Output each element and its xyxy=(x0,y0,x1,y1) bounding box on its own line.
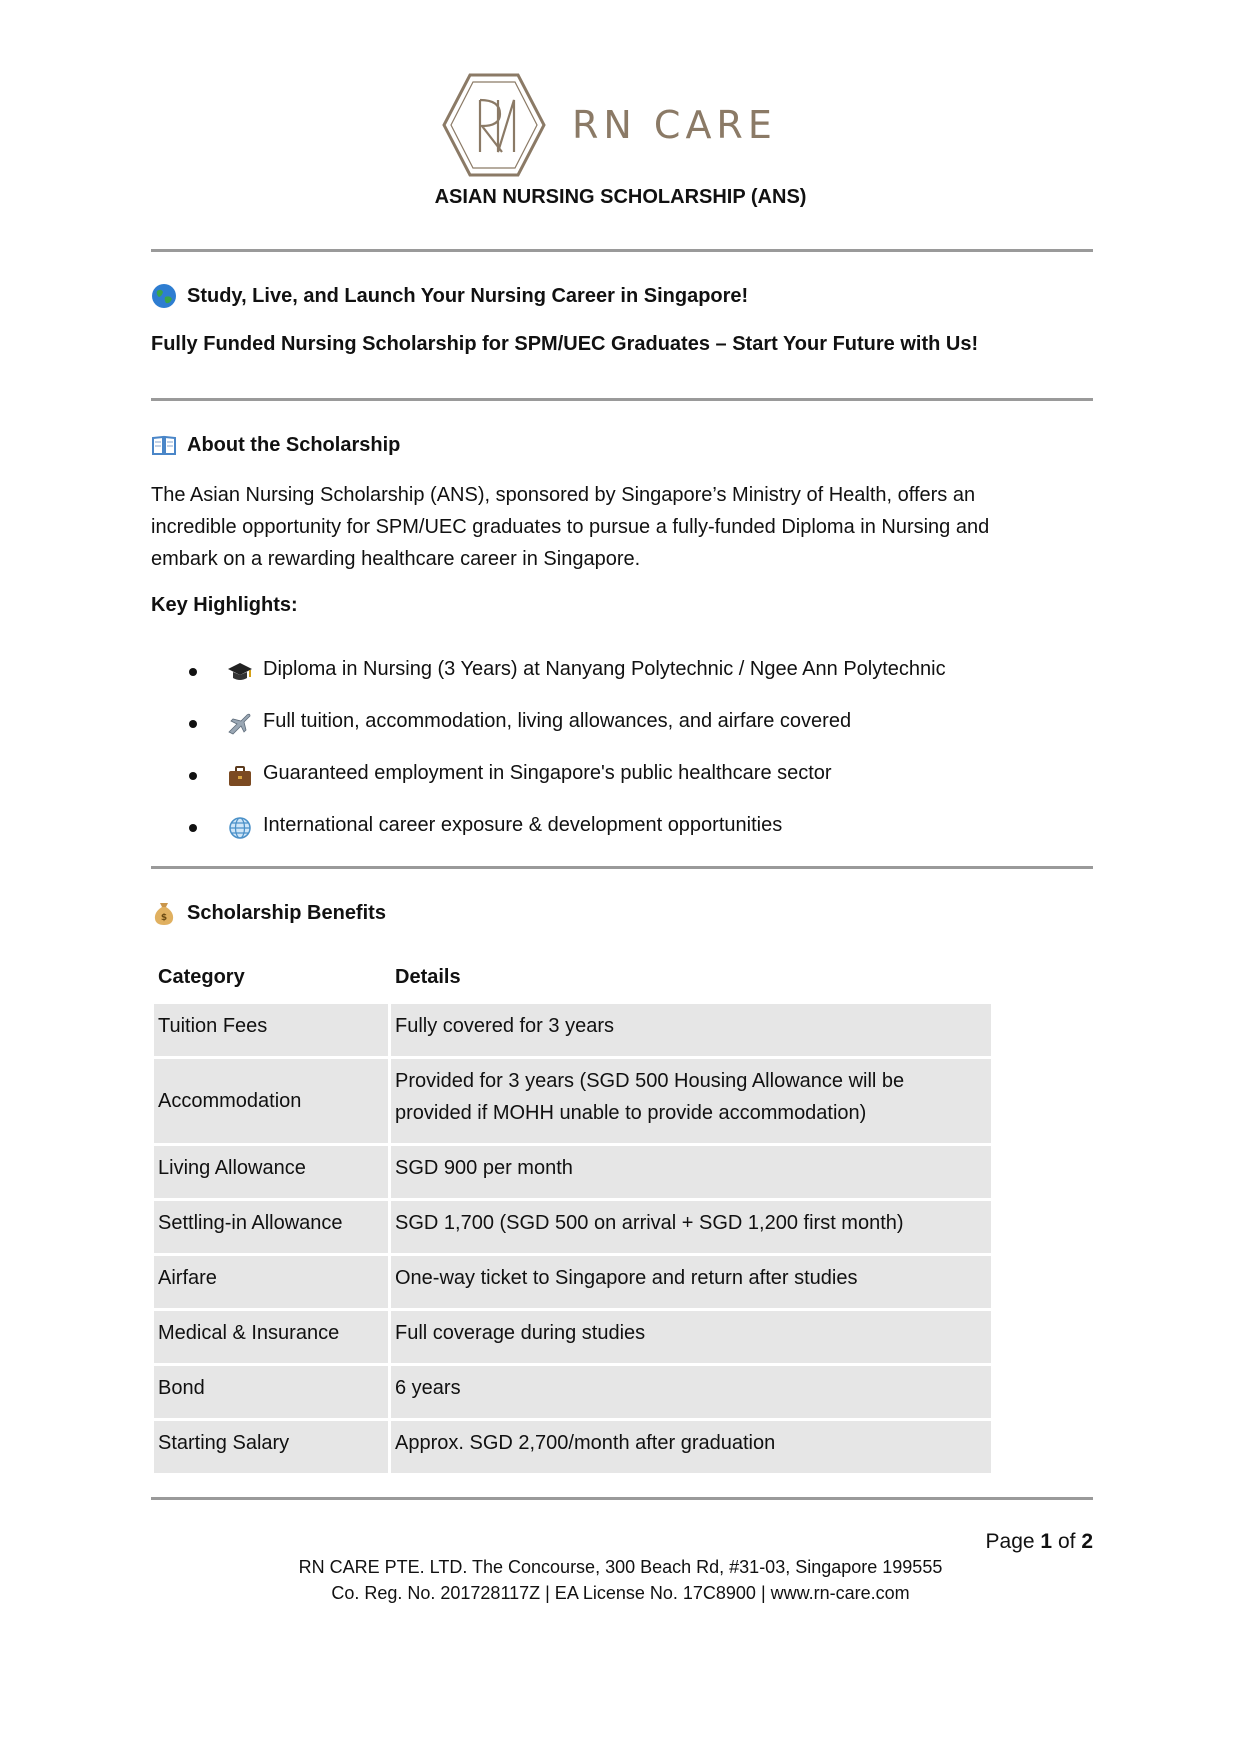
highlight-text: Diploma in Nursing (3 Years) at Nanyang Polytechnic / Ngee Ann Polytechnic xyxy=(263,658,946,680)
details-cell: Approx. SGD 2,700/month after graduation xyxy=(391,1421,991,1473)
table-row xyxy=(154,1059,991,1143)
open-book-icon xyxy=(151,432,177,458)
table-row xyxy=(154,1311,991,1363)
page-prefix: Page xyxy=(985,1530,1035,1553)
globe-grid-icon xyxy=(227,816,253,840)
page-current: 1 xyxy=(1040,1530,1053,1553)
divider xyxy=(151,866,1093,869)
details-cell: Fully covered for 3 years xyxy=(391,1004,991,1056)
highlight-text: Full tuition, accommodation, living allowances, and airfare covered xyxy=(263,710,852,732)
details-line: Provided for 3 years (SGD 500 Housing Allowance will be xyxy=(395,1070,905,1092)
paragraph-line: incredible opportunity for SPM/UEC graduates to pursue a fully-funded Diploma in Nursing and xyxy=(151,516,990,538)
list-item xyxy=(151,698,1051,750)
bullet-dot xyxy=(189,668,197,676)
details-cell: One-way ticket to Singapore and return after studies xyxy=(391,1256,991,1308)
table-row xyxy=(154,1004,991,1056)
column-header-details: Details xyxy=(395,965,461,988)
category-cell: Medical & Insurance xyxy=(154,1311,388,1363)
money-bag-icon xyxy=(151,900,177,926)
list-item xyxy=(151,750,1051,802)
details-cell xyxy=(391,1059,991,1143)
paragraph-line: embark on a rewarding healthcare career in Singapore. xyxy=(151,548,641,570)
divider xyxy=(151,249,1093,252)
details-cell: SGD 1,700 (SGD 500 on arrival + SGD 1,200 first month) xyxy=(391,1201,991,1253)
about-heading-text: About the Scholarship xyxy=(187,433,401,456)
category-cell: Tuition Fees xyxy=(154,1004,388,1056)
divider xyxy=(151,1497,1093,1500)
about-paragraph xyxy=(151,479,1081,575)
airplane-icon xyxy=(227,712,253,736)
briefcase-icon xyxy=(227,764,253,788)
benefits-table xyxy=(151,950,994,1476)
globe-icon xyxy=(151,283,177,309)
highlight-text: Guaranteed employment in Singapore's public healthcare sector xyxy=(263,762,832,784)
category-cell: Settling-in Allowance xyxy=(154,1201,388,1253)
intro-heading xyxy=(151,283,748,309)
rn-monogram-icon xyxy=(440,72,548,178)
highlights-list xyxy=(151,646,1051,854)
graduation-cap-icon xyxy=(227,660,253,684)
highlight-text: International career exposure & development opportunities xyxy=(263,814,783,836)
divider xyxy=(151,398,1093,401)
list-item xyxy=(151,802,1051,854)
paragraph-line: The Asian Nursing Scholarship (ANS), sponsored by Singapore’s Ministry of Health, offers an xyxy=(151,484,976,506)
company-logo xyxy=(440,72,806,178)
category-cell: Bond xyxy=(154,1366,388,1418)
column-header-category: Category xyxy=(158,965,245,988)
category-cell: Living Allowance xyxy=(154,1146,388,1198)
table-row xyxy=(154,1421,991,1473)
benefits-heading-text: Scholarship Benefits xyxy=(187,901,386,924)
intro-subheading: Fully Funded Nursing Scholarship for SPM/UEC Graduates – Start Your Future with Us! xyxy=(151,333,979,355)
bullet-dot xyxy=(189,720,197,728)
table-row xyxy=(154,1256,991,1308)
details-cell: 6 years xyxy=(391,1366,991,1418)
page-number xyxy=(986,1530,1093,1554)
details-cell: SGD 900 per month xyxy=(391,1146,991,1198)
about-heading xyxy=(151,432,400,458)
intro-heading-text: Study, Live, and Launch Your Nursing Career in Singapore! xyxy=(187,284,749,307)
footer-registration: Co. Reg. No. 201728117Z | EA License No. 17C8900 | www.rn-care.com xyxy=(331,1583,910,1603)
category-cell: Airfare xyxy=(154,1256,388,1308)
svg-text:$: $ xyxy=(160,913,168,923)
logo-wordmark: RN CARE xyxy=(572,103,777,147)
table-row xyxy=(154,1366,991,1418)
footer-address: RN CARE PTE. LTD. The Concourse, 300 Beach Rd, #31-03, Singapore 199555 xyxy=(298,1557,943,1577)
table-row xyxy=(154,1201,991,1253)
list-item xyxy=(151,646,1051,698)
document-title: ASIAN NURSING SCHOLARSHIP (ANS) xyxy=(434,186,807,208)
category-cell: Accommodation xyxy=(154,1059,388,1143)
details-cell: Full coverage during studies xyxy=(391,1311,991,1363)
page-separator: of xyxy=(1057,1530,1076,1553)
category-cell: Starting Salary xyxy=(154,1421,388,1473)
table-row xyxy=(154,1146,991,1198)
bullet-dot xyxy=(189,824,197,832)
page-total: 2 xyxy=(1081,1530,1093,1553)
benefits-heading xyxy=(151,900,386,926)
key-highlights-heading: Key Highlights: xyxy=(151,594,298,616)
bullet-dot xyxy=(189,772,197,780)
details-line: provided if MOHH unable to provide accommodation) xyxy=(395,1102,867,1124)
